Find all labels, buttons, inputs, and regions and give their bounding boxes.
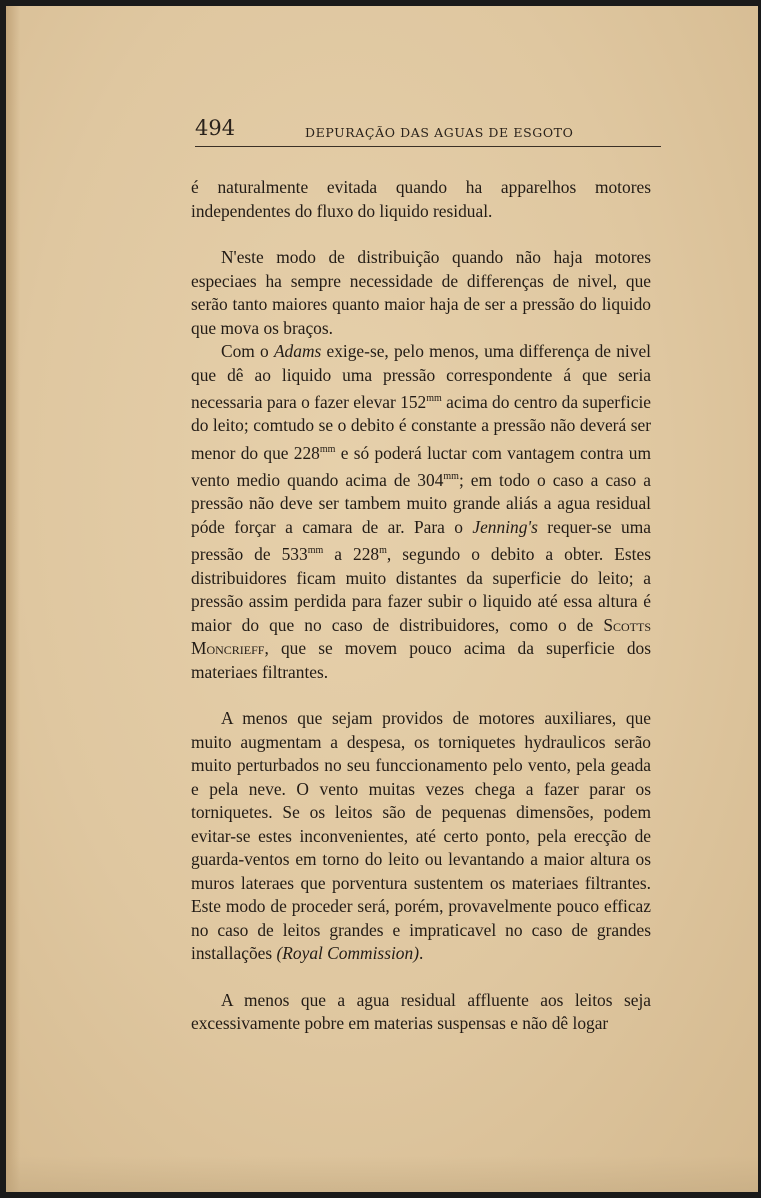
text-run: A menos que sejam providos de motores auxiliares, que muito augmentam a despesa, os torniquetes hydraulicos serão muito perturbados no seu funccionamento pelo vento, pela geada e pela neve. O vento muitas vezes chega a fazer parar os torniquetes. Se os leitos são de pequenas dimensões, podem evitar-se estes inconvenientes, até certo ponto, pela erecção de guarda-ventos em torno do leito ou levantando a maior altura os muros lateraes que porventura sustentem os materiaes filtrantes. Este modo de proceder será, porém, provavelmente pouco efficaz no caso de leitos grandes e impraticavel no caso de grandes installações <box>191 708 651 964</box>
text-run: exige-se, pelo menos, uma differença de nivel que dê ao liquido uma pressão correspondente á que seria necessaria para o fazer elevar 152 <box>191 341 651 412</box>
page-number: 494 <box>195 116 236 140</box>
body-text <box>191 176 651 1036</box>
paragraph-1: é naturalmente evitada quando ha apparelhos motores independentes do fluxo do liquido residual. <box>191 177 651 221</box>
unit-superscript: mm <box>426 393 442 404</box>
italic-jennings: Jenning's <box>472 516 538 537</box>
small-caps-scotts-moncrieff: Scotts Moncrieff <box>191 614 651 659</box>
text-run: Com o <box>221 341 274 361</box>
unit-superscript: m <box>379 545 387 557</box>
italic-adams: Adams <box>273 341 322 361</box>
text-run: , segundo o debito a obter. Estes distribuidores ficam muito distantes da superficie do leito; a pressão assim perdida para fazer subir o liquido até essa altura é maior do que no caso de distribuidores, como o de <box>191 544 651 635</box>
running-title: DEPURAÇÃO DAS AGUAS DE ESGOTO <box>305 125 574 140</box>
text-run: requer-se uma pressão de 533 <box>191 516 651 565</box>
paragraph-4 <box>191 707 651 966</box>
page-bottom-shading <box>6 1156 758 1192</box>
unit-superscript: mm <box>307 545 324 557</box>
text-run: acima do centro da superficie do leito; comtudo se o debito é constante a pressão não deverá ser menor do que 228 <box>191 391 651 463</box>
page-header <box>195 116 661 147</box>
text-run: ; em todo o caso a caso a pressão não deve ser tambem muito grande aliás a agua residual póde forçar a camara de ar. Para o <box>191 469 651 537</box>
italic-royal-commission: (Royal Commission) <box>276 943 419 964</box>
text-run: , que se movem pouco acima da superficie dos materiaes filtrantes. <box>191 638 651 682</box>
paragraph-2: N'este modo de distribuição quando não haja motores especiaes ha sempre necessidade de differenças de nivel, que serão tanto maiores quanto maior haja de ser a pressão do liquido que mova os braços. <box>191 247 651 338</box>
book-page <box>6 6 758 1192</box>
unit-superscript: mm <box>443 471 459 483</box>
text-run: e só poderá luctar com vantagem contra um vento medio quando acima de 304 <box>191 442 651 490</box>
paragraph-3 <box>191 340 651 684</box>
text-run: a 228 <box>323 544 380 565</box>
unit-superscript: mm <box>319 443 336 455</box>
text-run: . <box>418 943 424 964</box>
paragraph-5: A menos que a agua residual affluente aos leitos seja excessivamente pobre em materias suspensas e não dê logar <box>191 989 651 1034</box>
